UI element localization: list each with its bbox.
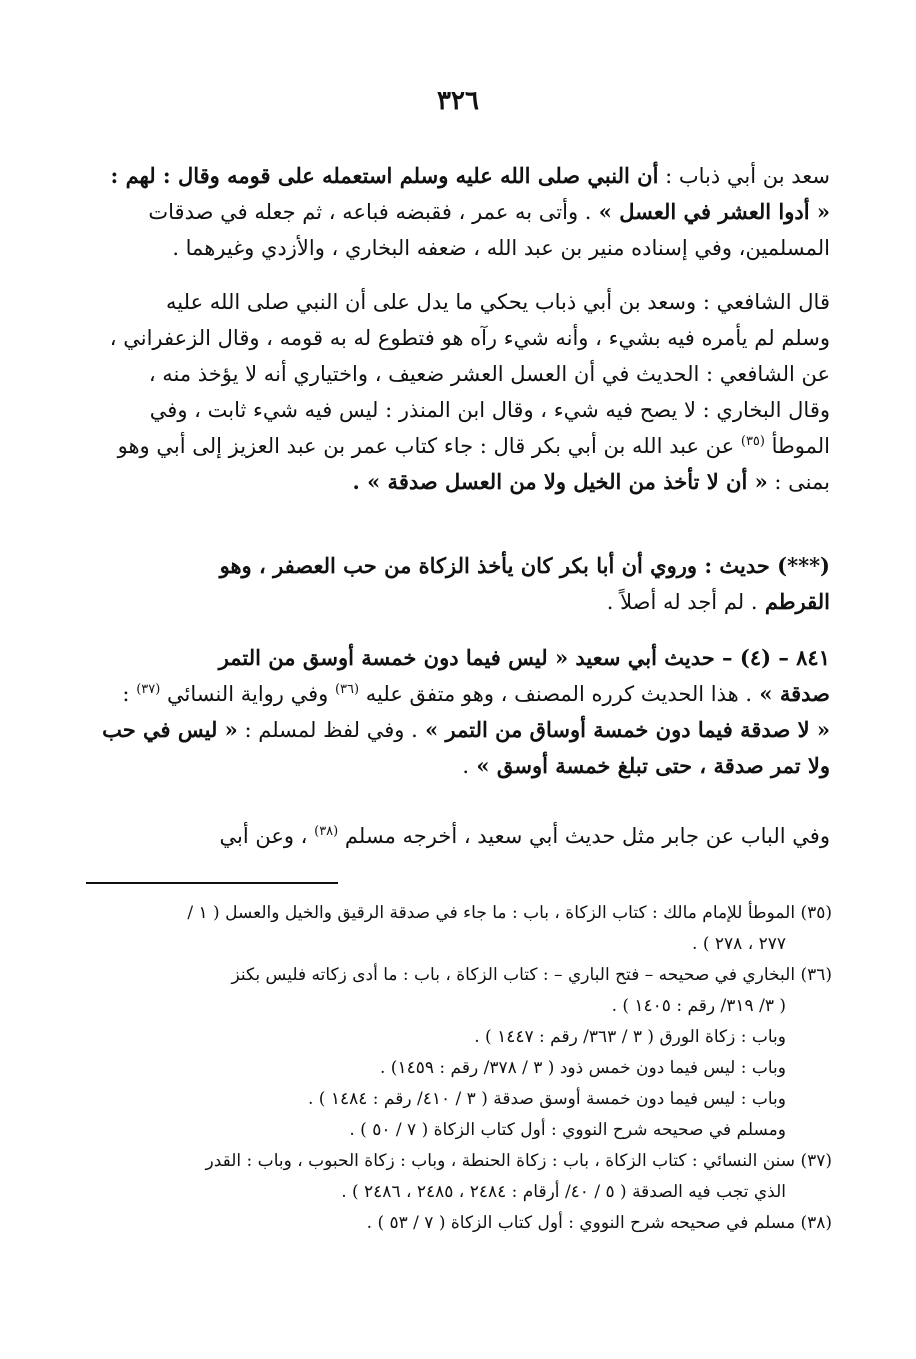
footnote-line: الذي تجب فيه الصدقة ( ٥ / ٤٠/ أرقام : ٢٤٨٤ ، ٢٤٨٥ ، ٢٤٨٦ ) .	[341, 1182, 786, 1202]
text-line: عن الشافعي : الحديث في أن العسل العشر ضعيف ، واختياري أنه لا يؤخذ منه ،	[148, 362, 830, 386]
text-line: « أدوا العشر في العسل » . وأتى به عمر ، فقبضه فباعه ، ثم جعله في صدقات	[148, 199, 830, 224]
text-line: القرطم . لم أجد له أصلاً .	[606, 589, 830, 614]
footnote-line: (٣٦) البخاري في صحيحه – فتح الباري – : كتاب الزكاة ، باب : ما أدى زكاته فليس بكنز	[231, 965, 832, 985]
footnote-line: وباب : ليس فيما دون خمسة أوسق صدقة ( ٣ / ٤١٠/ رقم : ١٤٨٤ ) .	[308, 1089, 786, 1109]
footnote-ref: (٣٦)	[334, 682, 360, 697]
page-number: ٣٢٦	[437, 86, 479, 116]
text-line: ٨٤١ – (٤) – حديث أبي سعيد « ليس فيما دون خمسة أوسق من التمر	[218, 645, 830, 670]
footnote-line: ٢٧٧ ، ٢٧٨ ) .	[692, 934, 786, 954]
text-line: بمنى : « أن لا تأخذ من الخيل ولا من العسل صدقة » .	[352, 469, 830, 494]
footnote-line: ومسلم في صحيحه شرح النووي : أول كتاب الزكاة ( ٧ / ٥٠ ) .	[349, 1120, 786, 1140]
footnote-ref: (٣٧)	[136, 682, 161, 697]
text-line: المسلمين، وفي إسناده منير بن عبد الله ، ضعفه البخاري ، والأزدي وغيرهما .	[172, 236, 830, 260]
text-line: قال الشافعي : وسعد بن أبي ذباب يحكي ما يدل على أن النبي صلى الله عليه	[166, 290, 830, 314]
footnote-ref: (٣٨)	[314, 824, 339, 839]
text-line: صدقة » . هذا الحديث كرره المصنف ، وهو متفق عليه $^{(٣٦)}$ وفي رواية النسائي $^{(٣٧)}$ :	[122, 681, 830, 706]
footnote-line: وباب : زكاة الورق ( ٣ / ٣٦٣/ رقم : ١٤٤٧ ) .	[474, 1027, 786, 1047]
text-line: سعد بن أبي ذباب : أن النبي صلى الله عليه وسلم استعمله على قومه وقال : لهم :	[110, 163, 830, 188]
text-line: وسلم لم يأمره فيه بشيء ، وأنه شيء رآه هو فتطوع له به قومه ، وقال الزعفراني ،	[109, 326, 830, 350]
footnotes	[80, 898, 832, 1239]
paragraph-5	[82, 818, 830, 854]
footnote-ref: (٣٥)	[740, 434, 765, 449]
text-line: وقال البخاري : لا يصح فيه شيء ، وقال ابن المنذر : ليس فيه شيء ثابت ، وفي	[149, 398, 830, 422]
footnote-line: وباب : ليس فيما دون خمس ذود ( ٣ / ٣٧٨/ رقم : ١٤٥٩) .	[380, 1058, 786, 1078]
text-line: ولا تمر صدقة ، حتى تبلغ خمسة أوسق » .	[462, 753, 830, 778]
text-line: « لا صدقة فيما دون خمسة أوساق من التمر » . وفي لفظ لمسلم : « ليس في حب	[102, 717, 830, 742]
paragraph-3	[82, 548, 830, 620]
paragraph-2	[82, 284, 830, 500]
footnote-line: (٣٥) الموطأ للإمام مالك : كتاب الزكاة ، باب : ما جاء في صدقة الرقيق والخيل والعسل ( ١ /	[187, 903, 832, 923]
text-line: الموطأ $^{(٣٥)}$ عن عبد الله بن أبي بكر قال : جاء كتاب عمر بن عبد العزيز إلى أبي وهو	[117, 434, 830, 458]
paragraph-1	[82, 158, 830, 266]
text-line: (***) حديث : وروي أن أبا بكر كان يأخذ الزكاة من حب العصفر ، وهو	[219, 553, 830, 578]
footnote-separator	[86, 882, 338, 884]
paragraph-4	[82, 640, 830, 784]
text-line: وفي الباب عن جابر مثل حديث أبي سعيد ، أخرجه مسلم $^{(٣٨)}$ ، وعن أبي	[219, 824, 830, 848]
footnote-line: ( ٣/ ٣١٩/ رقم : ١٤٠٥ ) .	[611, 996, 786, 1016]
footnote-line: (٣٨) مسلم في صحيحه شرح النووي : أول كتاب الزكاة ( ٧ / ٥٣ ) .	[366, 1213, 832, 1233]
footnote-line: (٣٧) سنن النسائي : كتاب الزكاة ، باب : زكاة الحنطة ، وباب : زكاة الحبوب ، وباب : القدر	[205, 1151, 832, 1171]
